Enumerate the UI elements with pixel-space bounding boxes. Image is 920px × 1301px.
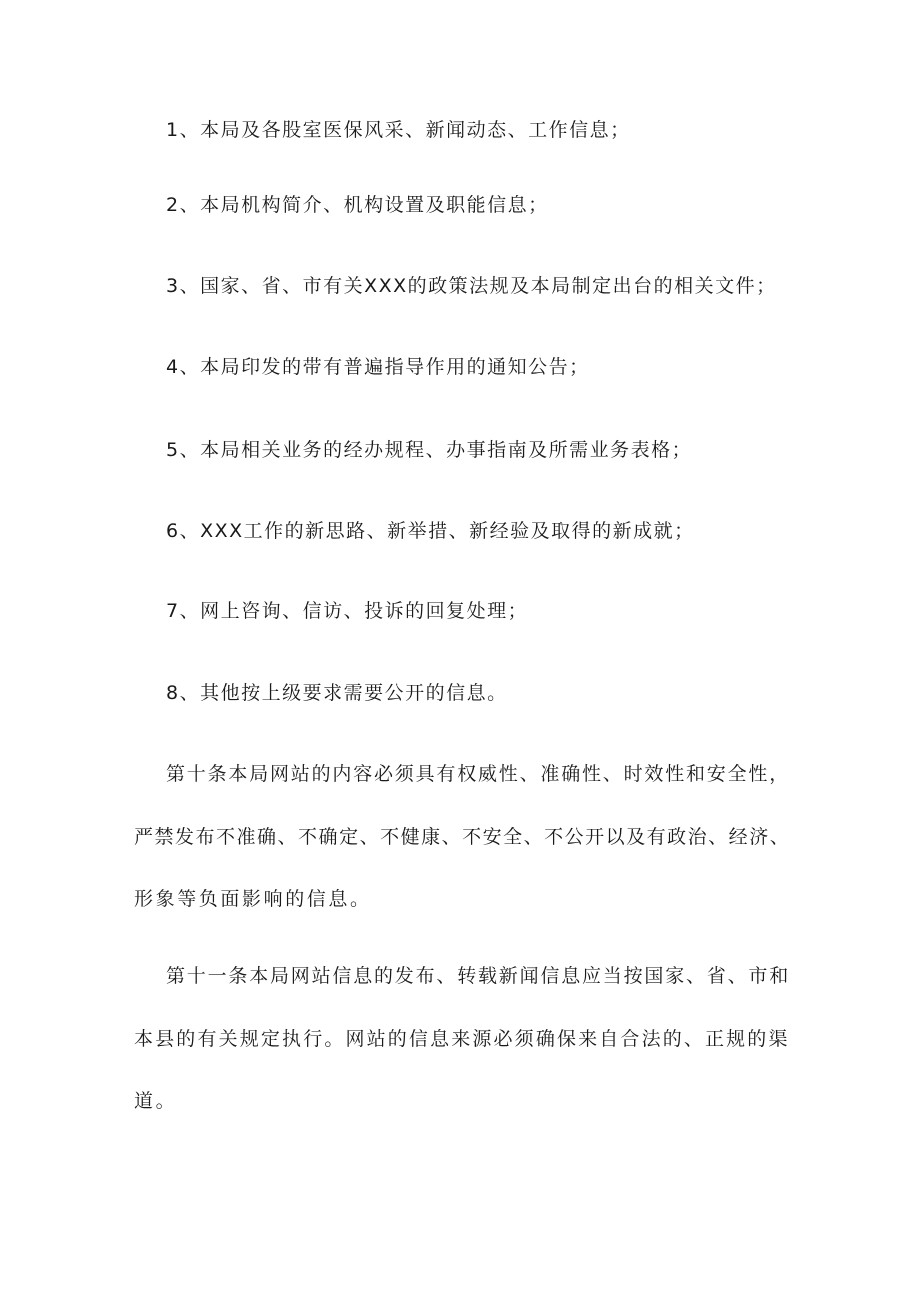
list-item-6: 6、XXX工作的新思路、新举措、新经验及取得的新成就； [166, 520, 695, 542]
list-item-1: 1、本局及各股室医保风采、新闻动态、工作信息； [166, 119, 631, 141]
list-item-8: 8、其他按上级要求需要公开的信息。 [166, 682, 508, 704]
article-11-line-2: 本县的有关规定执行。网站的信息来源必须确保来自合法的、正规的渠 [134, 1028, 790, 1050]
article-11-line-3: 道。 [134, 1090, 178, 1112]
article-11-line-1: 第十一条本局网站信息的发布、转载新闻信息应当按国家、省、市和 [166, 965, 791, 987]
list-item-5: 5、本局相关业务的经办规程、办事指南及所需业务表格； [166, 439, 693, 461]
article-10-line-1: 第十条本局网站的内容必须具有权威性、准确性、时效性和安全性， [166, 763, 791, 785]
article-10-line-3: 形象等负面影响的信息。 [134, 888, 372, 910]
list-item-3: 3、国家、省、市有关XXX的政策法规及本局制定出台的相关文件； [166, 275, 777, 297]
list-item-4: 4、本局印发的带有普遍指导作用的通知公告； [166, 356, 590, 378]
list-item-2: 2、本局机构简介、机构设置及职能信息； [166, 194, 549, 216]
list-item-7: 7、网上咨询、信访、投诉的回复处理； [166, 600, 529, 622]
article-10-line-2: 严禁发布不准确、不确定、不健康、不安全、不公开以及有政治、经济、 [134, 826, 791, 848]
